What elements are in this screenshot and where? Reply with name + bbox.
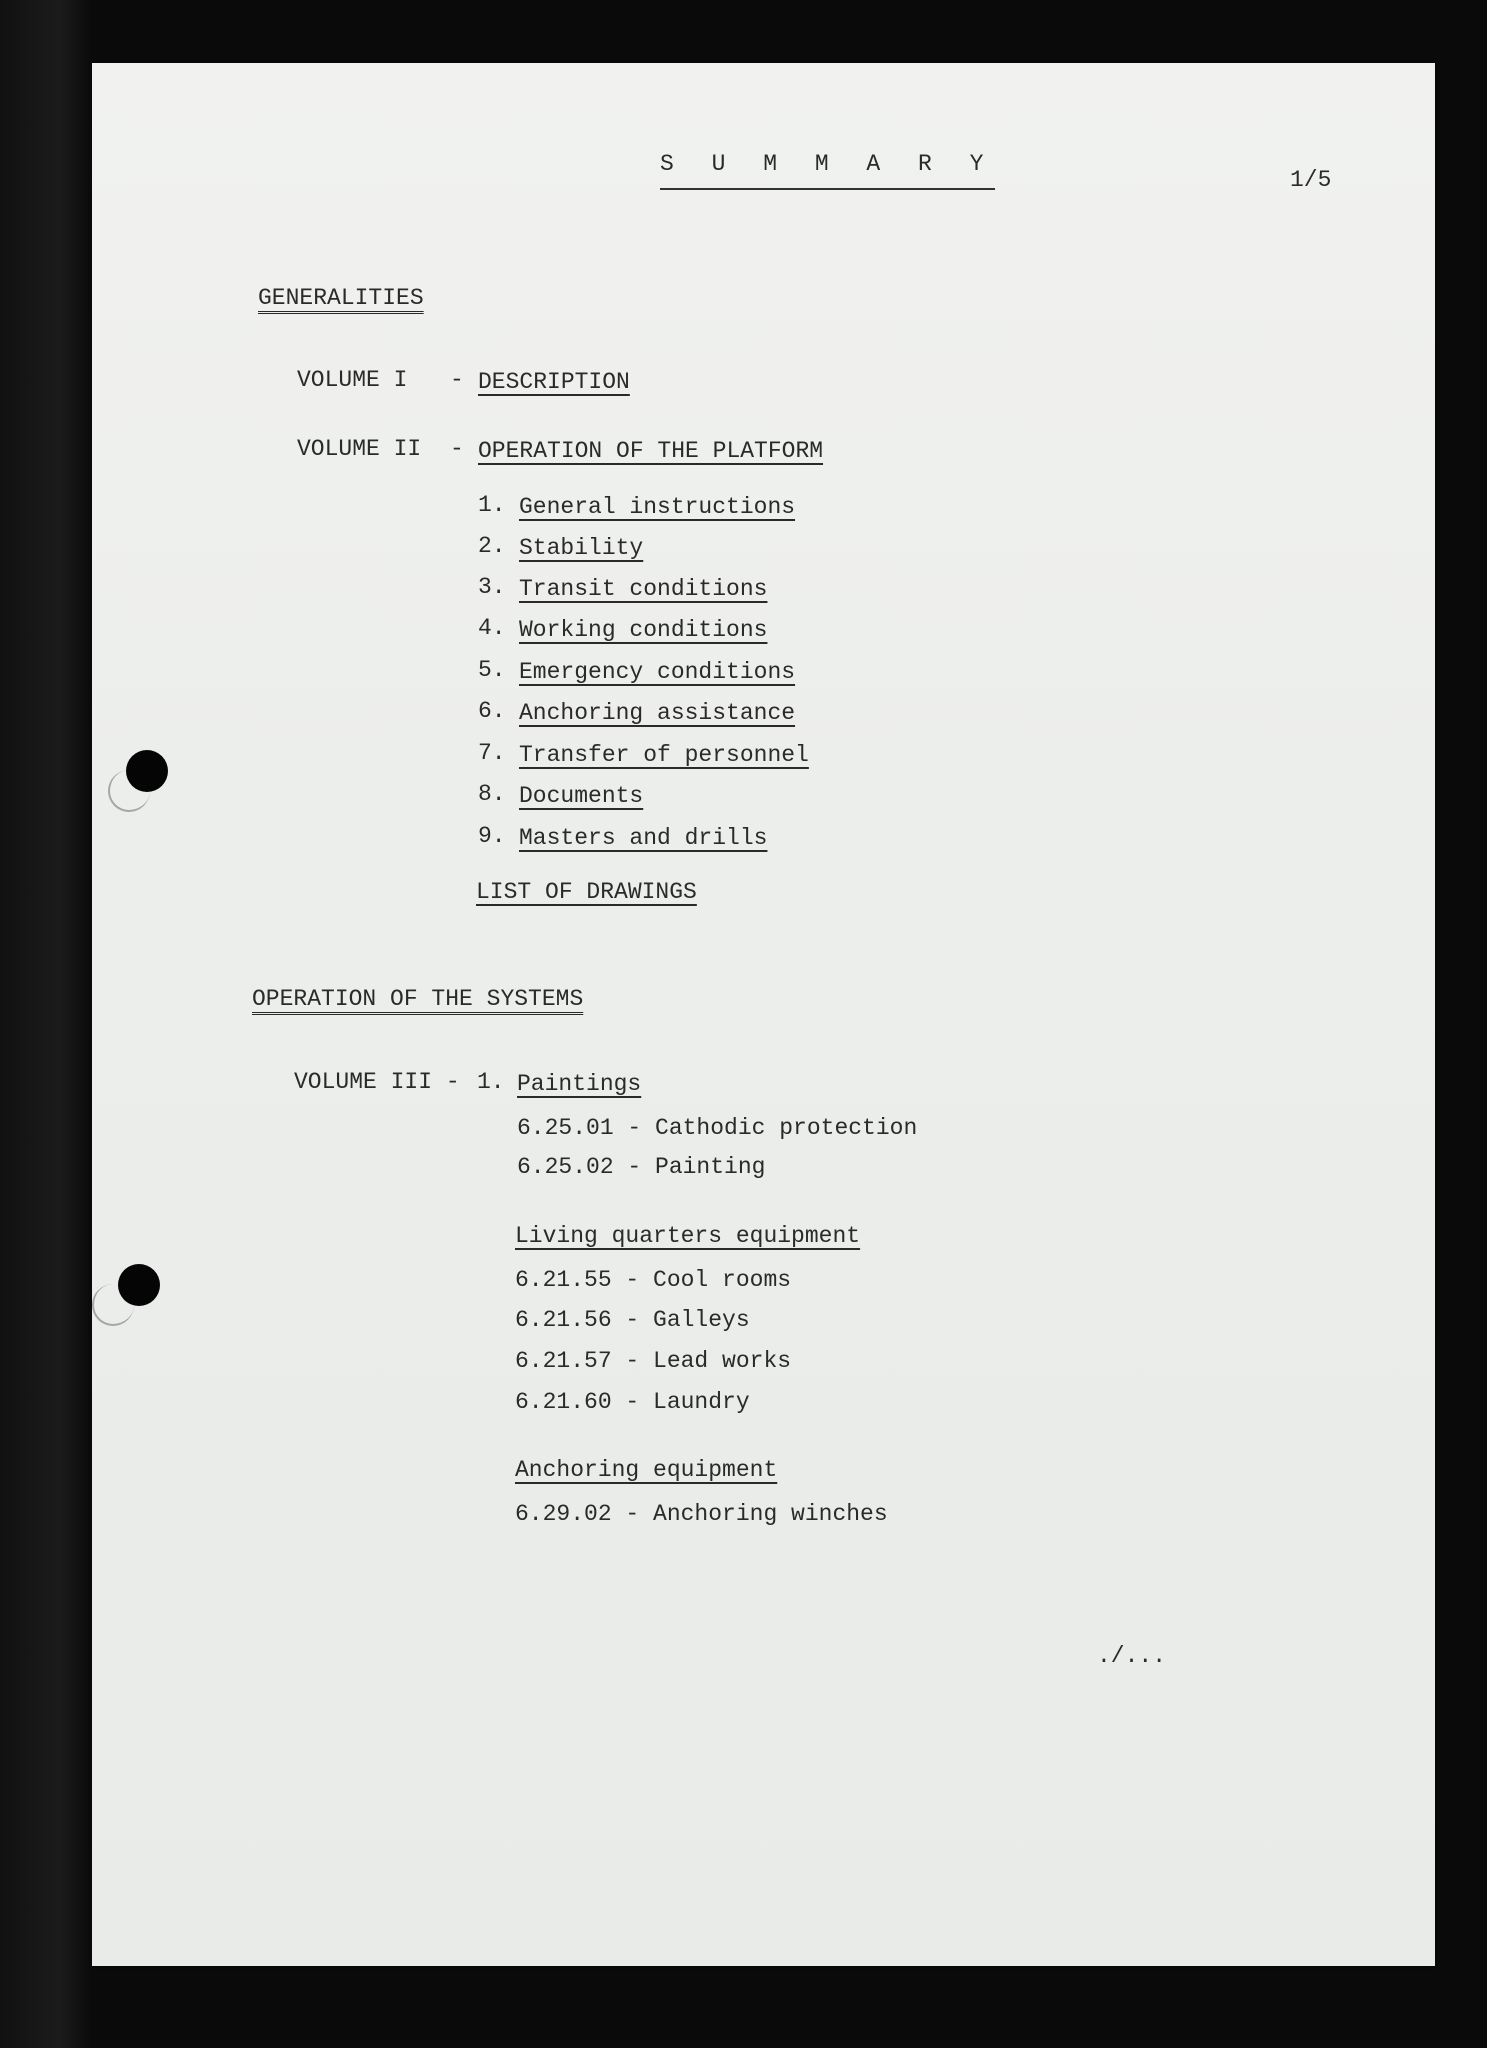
- system-entry: 6.21.56 - Galleys: [515, 1307, 750, 1333]
- list-item: Documents: [519, 783, 644, 809]
- volume-1-title: DESCRIPTION: [478, 369, 630, 395]
- list-item: Emergency conditions: [519, 659, 796, 685]
- system-entry: 6.21.55 - Cool rooms: [515, 1267, 792, 1293]
- living-quarters-title: Living quarters equipment: [515, 1223, 861, 1249]
- list-item: General instructions: [519, 494, 796, 520]
- system-entry: 6.25.02 - Painting: [517, 1154, 766, 1180]
- volume-3-label: VOLUME III -: [294, 1069, 460, 1095]
- system-entry: 6.21.60 - Laundry: [515, 1389, 750, 1415]
- list-item-number: 3.: [478, 574, 506, 600]
- list-item-number: 2.: [478, 533, 506, 559]
- list-of-drawings: LIST OF DRAWINGS: [476, 879, 697, 905]
- volume-3-number: 1.: [477, 1069, 505, 1095]
- page-number: 1/5: [1290, 167, 1332, 193]
- volume-2-title: OPERATION OF THE PLATFORM: [478, 438, 824, 464]
- system-entry: 6.29.02 - Anchoring winches: [515, 1501, 888, 1527]
- list-item-number: 1.: [478, 492, 506, 518]
- list-item: Anchoring assistance: [519, 700, 796, 726]
- volume-3-title: Paintings: [517, 1071, 642, 1097]
- list-item: Masters and drills: [519, 825, 768, 851]
- list-item-number: 7.: [478, 740, 506, 766]
- list-item: Working conditions: [519, 617, 768, 643]
- section-heading-systems: OPERATION OF THE SYSTEMS: [252, 986, 584, 1012]
- system-entry: 6.25.01 - Cathodic protection: [517, 1115, 918, 1141]
- page-title: S U M M A R Y: [660, 150, 995, 190]
- list-item-number: 9.: [478, 823, 506, 849]
- system-entry: 6.21.57 - Lead works: [515, 1348, 792, 1374]
- volume-2-label: VOLUME II: [297, 436, 422, 462]
- section-heading-generalities: GENERALITIES: [258, 285, 424, 311]
- anchoring-title: Anchoring equipment: [515, 1457, 778, 1483]
- continuation-mark: ./...: [1097, 1643, 1167, 1669]
- list-item: Transfer of personnel: [519, 742, 809, 768]
- volume-1-dash: -: [450, 367, 464, 393]
- list-item-number: 4.: [478, 615, 506, 641]
- volume-1-label: VOLUME I: [297, 367, 408, 393]
- volume-2-dash: -: [450, 436, 464, 462]
- list-item-number: 5.: [478, 657, 506, 683]
- list-item: Transit conditions: [519, 576, 768, 602]
- list-item-number: 6.: [478, 698, 506, 724]
- list-item-number: 8.: [478, 781, 506, 807]
- list-item: Stability: [519, 535, 644, 561]
